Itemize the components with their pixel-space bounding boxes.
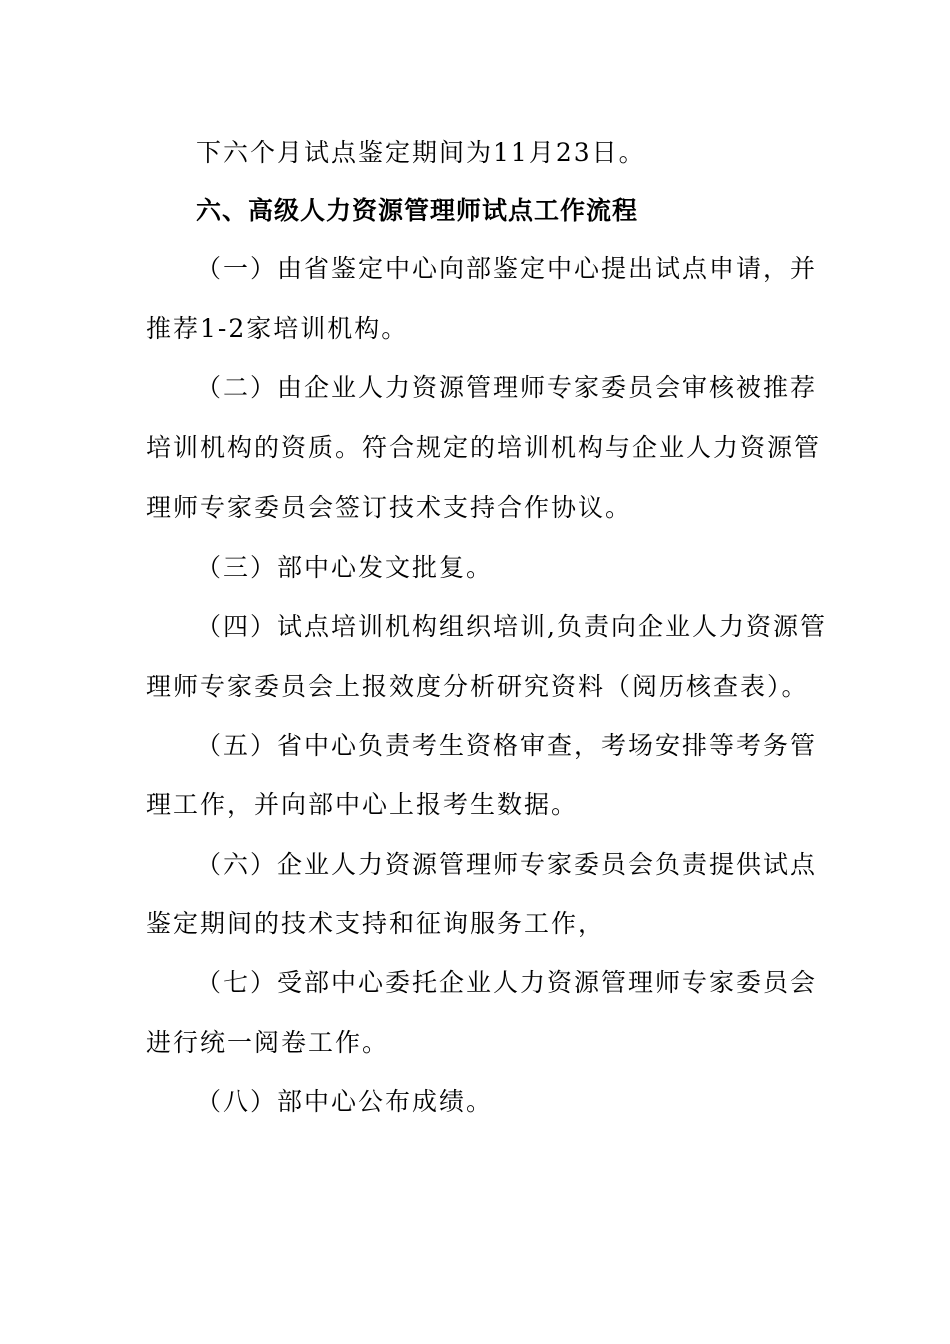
step-3-line-1: （三）部中心发文批复。 [196,553,494,582]
step-6-line-2: 鉴定期间的技术支持和征询服务工作， [146,909,606,938]
step-6-line-1: （六）企业人力资源管理师专家委员会负责提供试点 [196,850,818,879]
step-2-line-1: （二）由企业人力资源管理师专家委员会审核被推荐 [196,373,818,402]
step-1-line-1: （一）由省鉴定中心向部鉴定中心提出试点申请，并 [196,254,818,283]
step-4-line-2: 理师专家委员会上报效度分析研究资料（阅历核查表）。 [146,672,809,701]
step-4-line-1: （四）试点培训机构组织培训,负责向企业人力资源管 [196,612,827,641]
continuation-paragraph-line: 下六个月试点鉴定期间为11月23日。 [196,138,646,167]
step-2-line-2: 培训机构的资质。符合规定的培训机构与企业人力资源管 [146,433,822,462]
step-7-line-2: 进行统一阅卷工作。 [146,1028,390,1057]
step-2-line-3: 理师专家委员会签订技术支持合作协议。 [146,493,633,522]
step-5-line-2: 理工作，并向部中心上报考生数据。 [146,790,579,819]
section-heading: 六、高级人力资源管理师试点工作流程 [196,196,639,225]
step-7-line-1: （七）受部中心委托企业人力资源管理师专家委员会 [196,968,818,997]
step-1-line-2: 推荐1-2家培训机构。 [146,314,409,343]
step-5-line-1: （五）省中心负责考生资格审查，考场安排等考务管 [196,731,818,760]
step-8-line-1: （八）部中心公布成绩。 [196,1087,494,1116]
